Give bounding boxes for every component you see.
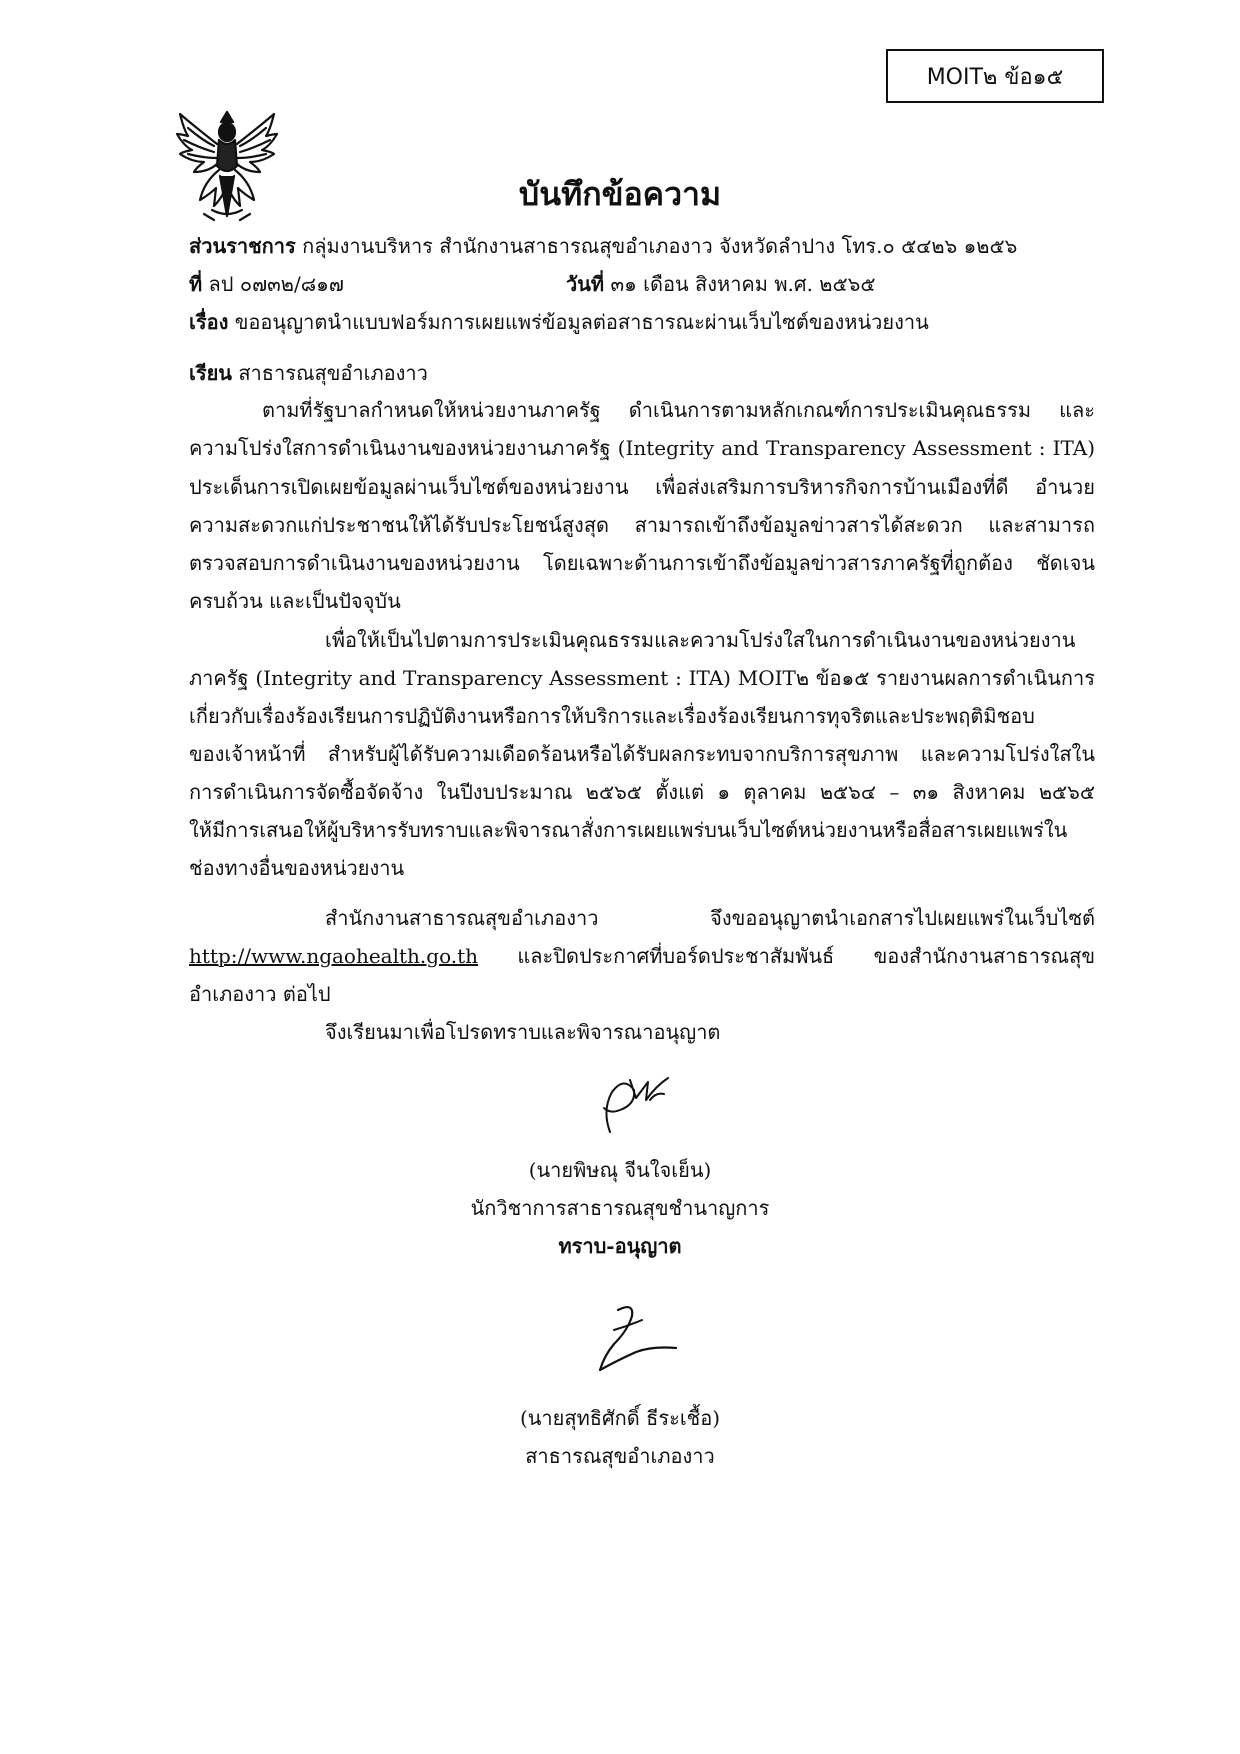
date-value: ๓๑ เดือน สิงหาคม พ.ศ. ๒๕๖๕ — [610, 272, 876, 296]
para1-line: ตามที่รัฐบาลกำหนดให้หน่วยงานภาครัฐ ดำเนินการตามหลักเกณฑ์การประเมินคุณธรรม และ — [262, 398, 1095, 422]
signature-mark-icon — [588, 1300, 688, 1380]
para2-line: การดำเนินการจัดซื้อจัดจ้าง ในปีงบประมาณ ๒๕๖๕ ตั้งแต่ ๑ ตุลาคม ๒๕๖๔ – ๓๑ สิงหาคม ๒๕๖๕ — [189, 780, 1095, 804]
org-line — [189, 232, 1017, 260]
para2-line: เกี่ยวกับเรื่องร้องเรียนการปฏิบัติงานหรือการให้บริการและเรื่องร้องเรียนการทุจริตและประพฤติมิชอบ — [189, 704, 1035, 728]
para1-line: ความสะดวกแก่ประชาชนให้ได้รับประโยชน์สูงสุด สามารถเข้าถึงข้อมูลข่าวสารได้สะดวก และสามารถ — [189, 513, 1095, 537]
website-link[interactable]: http://www.ngaohealth.go.th — [189, 944, 479, 968]
salutation-label: เรียน — [189, 361, 232, 385]
salutation-value: สาธารณสุขอำเภองาว — [238, 361, 428, 385]
approval-text: ทราบ-อนุญาต — [558, 1234, 682, 1258]
signer2-name: (นายสุทธิศักดิ์ ธีระเชื้อ) — [519, 1406, 721, 1430]
org-label: ส่วนราชการ — [189, 234, 296, 258]
para2-line: ให้มีการเสนอให้ผู้บริหารรับทราบและพิจารณาสั่งการเผยแพร่บนเว็บไซต์หน่วยงานหรือสื่อสารเผยแพร่ใน — [189, 818, 1068, 842]
signer1-name: (นายพิษณุ จีนใจเย็น) — [528, 1158, 712, 1182]
salutation-line — [189, 359, 428, 387]
para1-line: ครบถ้วน และเป็นปัจจุบัน — [189, 589, 401, 613]
para2-line: ภาครัฐ (Integrity and Transparency Assessment : ITA) MOIT๒ ข้อ๑๕ รายงานผลการดำเนินการ — [189, 666, 1095, 690]
document-title: บันทึกข้อความ — [518, 175, 722, 213]
subject-label: เรื่อง — [189, 310, 229, 334]
ref-label: ที่ — [189, 272, 203, 296]
para1-line: ประเด็นการเปิดเผยข้อมูลผ่านเว็บไซต์ของหน่วยงาน เพื่อส่งเสริมการบริหารกิจการบ้านเมืองที่ดี อำนวย — [189, 475, 1095, 499]
subject-value: ขออนุญาตนำแบบฟอร์มการเผยแพร่ข้อมูลต่อสาธารณะผ่านเว็บไซต์ของหน่วยงาน — [234, 310, 929, 334]
document-tag-text: MOIT๒ ข้อ๑๕ — [926, 64, 1064, 90]
date-line — [566, 270, 875, 298]
signature-mark-icon — [590, 1070, 680, 1140]
signer2-position: สาธารณสุขอำเภองาว — [525, 1444, 715, 1468]
para2-line: เพื่อให้เป็นไปตามการประเมินคุณธรรมและความโปร่งใสในการดำเนินงานของหน่วยงาน — [325, 628, 1076, 652]
para2-line: ช่องทางอื่นของหน่วยงาน — [189, 856, 405, 880]
subject-line — [189, 308, 929, 336]
ref-line — [189, 270, 344, 298]
org-value: กลุ่มงานบริหาร สำนักงานสาธารณสุขอำเภองาว จังหวัดลำปาง โทร.๐ ๕๔๒๖ ๑๒๕๖ — [302, 234, 1018, 258]
date-label: วันที่ — [566, 272, 605, 296]
para1-line: ความโปร่งใสการดำเนินงานของหน่วยงานภาครัฐ (Integrity and Transparency Assessment : ITA) — [189, 436, 1095, 460]
para3-line: อำเภองาว ต่อไป — [189, 982, 331, 1006]
para2-line: ของเจ้าหน้าที่ สำหรับผู้ได้รับความเดือดร้อนหรือได้รับผลกระทบจากบริการสุขภาพ และความโปร่งใสใน — [189, 742, 1095, 766]
para3-line: สำนักงานสาธารณสุขอำเภองาว จึงขออนุญาตนำเอกสารไปเผยแพร่ในเว็บไซต์ — [325, 906, 1095, 930]
para3-text: และปิดประกาศที่บอร์ดประชาสัมพันธ์ ของสำนักงานสาธารณสุข — [478, 944, 1095, 968]
signer1-position: นักวิชาการสาธารณสุขชำนาญการ — [470, 1196, 770, 1220]
para3-line — [189, 942, 1095, 970]
para1-line: ตรวจสอบการดำเนินงานของหน่วยงาน โดยเฉพาะด้านการเข้าถึงข้อมูลข่าวสารภาครัฐที่ถูกต้อง ชัดเจน — [189, 551, 1095, 575]
document-tag — [886, 49, 1104, 103]
ref-value: ลป ๐๗๓๒/๘๑๗ — [208, 272, 344, 296]
closing-line: จึงเรียนมาเพื่อโปรดทราบและพิจารณาอนุญาต — [325, 1020, 721, 1044]
